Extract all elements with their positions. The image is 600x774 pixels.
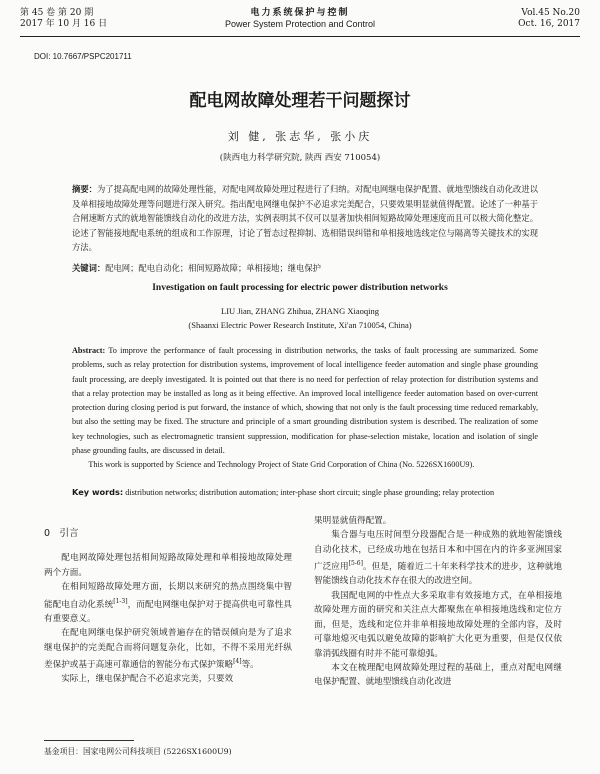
authors-en: LIU Jian, ZHANG Zhihua, ZHANG Xiaoqing xyxy=(221,306,379,316)
paragraph: 实际上，继电保护配合不必追求完美，只要效 xyxy=(61,674,234,685)
keywords-cn-label: 关键词： xyxy=(72,263,106,273)
paper-title: 配电网故障处理若干问题探讨 xyxy=(189,91,411,111)
publication-date: 2017 年 10 月 16 日 xyxy=(20,19,108,29)
abstract-cn-label: 摘要： xyxy=(72,184,97,194)
abstract-cn xyxy=(72,182,538,255)
paragraph xyxy=(44,580,292,626)
abstract-cn-text: 为了提高配电网的故障处理性能，对配电网故障处理过程进行了归纳。对配电网继电保护配置、就地型馈线自动化改进以及单相接地故障处理等问题进行深入研究。指出配电网继电保护不必追求完美配合，只要效果明显就值得配置。论述了一种基于合闸速断方式的就地智能馈线自动化的改进方法，实例表明其不仅可以显著加快相间短路故障处理速度而且可以极大简化整定。论述了智能接地配电系统的组成和工作原理，讨论了暂态过程抑制、选相错误纠错和单相接地选线定位与隔离等关键技术的实现方法。 xyxy=(72,184,538,252)
journal-name-cn: 电力系统保护与控制 xyxy=(250,8,350,18)
paragraph xyxy=(314,528,562,588)
publication-date-en: Oct. 16, 2017 xyxy=(518,19,580,29)
affiliation-en: (Shaanxi Electric Power Research Institute, Xi'an 710054, China) xyxy=(188,320,412,330)
footnote-funding: 基金项目：国家电网公司科技项目 (5226SX1600U9) xyxy=(44,747,232,756)
keywords-cn xyxy=(72,261,538,275)
keywords-cn-text: 配电网；配电自动化；相间短路故障；单相接地；继电保护 xyxy=(105,263,321,273)
paragraph-text: 集合器与电压时间型分段器配合是一种成熟的就地智能馈线自动化技术，已经成功地在包括日本和中国在内的许多亚洲国家广泛应用 xyxy=(314,530,562,573)
journal-name xyxy=(20,8,580,30)
abstract-en-text: To improve the performance of fault processing in distribution networks, the tasks of fault processing are summarized. Some problems, such as relay protection for distribution systems, improvement of local intelligence feeder automation and single phase grounding fault processing, are deeply investigated. It is pointed out that there is no need for perfection of relay protection for distribution systems and that a relay protection may be installed as long as it being effective. An improved local intelligence feeder automation based on over-current protection during closing period is put forward, the instance of which, showing that not only is the fault processing time reduced remarkably, but also the setting may be fixed. The structure and principle of a smart grounding distribution system is described. The realization of some key technologies, such as electromagnetic transient suppression, modification for phase-selection mistake, location and isolation of single phase grounding faults, are discussed in detail. xyxy=(72,346,538,456)
paper-title-en: Investigation on fault processing for electric power distribution networks xyxy=(152,283,448,293)
abstract-en-label: Abstract: xyxy=(72,346,106,355)
paragraph-text: 在相间短路故障处理方面，长期以来研究的热点围绕集中智能配电自动化系统 xyxy=(44,582,292,610)
keywords-en-label: Key words: xyxy=(72,487,124,497)
paragraph: 本文在梳理配电网故障处理过程的基础上，重点对配电网继电保护配置、就地型馈线自动化改进 xyxy=(314,662,562,688)
journal-name-en: Power System Protection and Control xyxy=(224,19,376,29)
citation-ref[interactable]: [5-6] xyxy=(348,560,363,568)
doi[interactable]: DOI: 10.7667/PSPC201711 xyxy=(34,52,132,61)
affiliation: (陕西电力科学研究院, 陕西 西安 710054) xyxy=(219,153,381,163)
body-column-left xyxy=(44,515,292,687)
paragraph-text: ，而配电网继电保护对于提高供电可靠性具有重要意义。 xyxy=(44,599,292,624)
journal-volume-info-en xyxy=(518,8,580,30)
paragraph-text: 。但是，随着近二十年来科学技术的进步，这种就地智能馈线自动化技术存在很大的改进空间。 xyxy=(314,562,562,587)
paragraph-text: 在配电网继电保护研究领域普遍存在的错误倾向是为了追求继电保护的完美配合而将问题复杂化，比如，不得不采用光纤纵差保护或基于高速可靠通信的智能分布式保护策略 xyxy=(44,628,292,670)
section-heading-introduction: 0 引言 xyxy=(44,528,79,539)
paragraph xyxy=(44,626,292,672)
citation-ref[interactable]: [4] xyxy=(233,658,242,666)
footnote-rule xyxy=(44,740,134,741)
volume-issue-en: Vol.45 No.20 xyxy=(521,8,580,18)
paragraph: 我国配电网的中性点大多采取非有效接地方式，在单相接地故障处理方面的研究和关注点大都聚焦在单相接地选线和定位方面，但是，选线和定位并非单相接地故障处理的全部内容，及时可靠地熄灭电弧以避免故障的影响扩大化更为重要，但是仅仅依靠消弧线圈有时并不能可靠熄弧。 xyxy=(314,590,562,659)
keywords-en xyxy=(72,486,538,499)
header-rule xyxy=(20,36,580,37)
page-header xyxy=(20,8,580,38)
paragraph: 果明显就值得配置。 xyxy=(314,516,392,526)
abstract-en xyxy=(72,344,538,473)
citation-ref[interactable]: [1-3] xyxy=(113,597,128,605)
paragraph: 配电网故障处理包括相间短路故障处理和单相接地故障处理两个方面。 xyxy=(44,553,292,578)
funding-en: This work is supported by Science and Technology Project of State Grid Corporation of China (No. 5226SX1600U9). xyxy=(88,460,475,470)
body-column-right xyxy=(314,514,562,690)
paragraph-text: 等。 xyxy=(241,659,259,670)
keywords-en-text: distribution networks; distribution automation; inter-phase short circuit; single phase grounding; relay protection xyxy=(125,488,495,497)
authors: 刘 健, 张志华, 张小庆 xyxy=(227,130,373,143)
volume-issue: 第 45 卷 第 20 期 xyxy=(20,8,94,18)
